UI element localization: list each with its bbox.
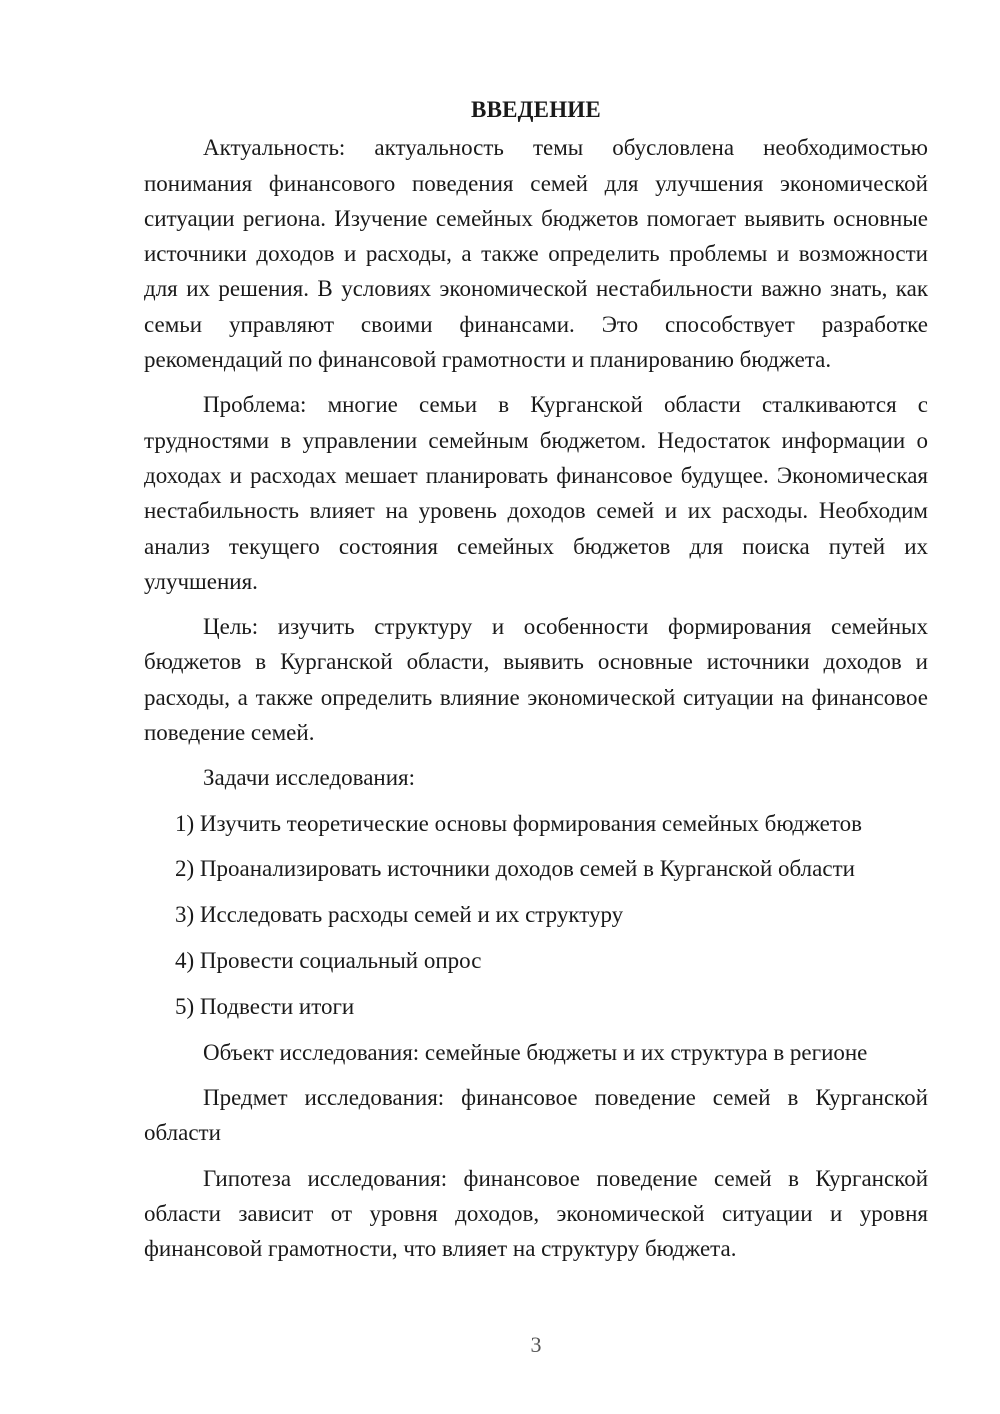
relevance-paragraph: Актуальность: актуальность темы обусловлена необходимостью понимания финансового поведения семей для улучшения экономической ситуации региона. Изучение семейных бюджетов помогает выявить основные источники доходов и расходы, а также определить проблемы и возможности для их решения. В условиях экономической нестабильности важно знать, как семьи управляют своими финансами. Это способствует разработке рекомендаций по финансовой грамотности и планированию бюджета. — [144, 135, 928, 373]
hypothesis-paragraph: Гипотеза исследования: финансовое поведение семей в Курганской области зависит от уровня доходов, экономической ситуации и уровня финансовой грамотности, что влияет на структуру бюджета. — [144, 1165, 928, 1262]
task-item: 1) Изучить теоретические основы формирования семейных бюджетов — [175, 810, 863, 836]
task-item: 2) Проанализировать источники доходов семей в Курганской области — [175, 856, 855, 882]
task-item: 3) Исследовать расходы семей и их структуру — [175, 902, 624, 928]
task-item: 4) Провести социальный опрос — [175, 948, 482, 974]
page-content — [144, 92, 928, 1276]
object-paragraph: Объект исследования: семейные бюджеты и их структура в регионе — [203, 1039, 868, 1065]
goal-paragraph: Цель: изучить структуру и особенности формирования семейных бюджетов в Курганской области, выявить основные источники доходов и расходы, а также определить влияние экономической ситуации на финансовое поведение семей. — [144, 614, 928, 746]
tasks-heading: Задачи исследования: — [203, 765, 416, 791]
task-item: 5) Подвести итоги — [175, 993, 355, 1019]
page-number: 3 — [530, 1332, 542, 1357]
subject-paragraph: Предмет исследования: финансовое поведение семей в Курганской области — [144, 1084, 928, 1146]
problem-paragraph: Проблема: многие семьи в Курганской области сталкиваются с трудностями в управлении семейным бюджетом. Недостаток информации о доходах и расходах мешает планировать финансовое будущее. Экономическая нестабильность влияет на уровень доходов семей и их расходы. Необходим анализ текущего состояния семейных бюджетов для поиска путей их улучшения. — [144, 392, 928, 594]
tasks-list — [144, 806, 928, 1024]
page-title: ВВЕДЕНИЕ — [471, 97, 601, 122]
